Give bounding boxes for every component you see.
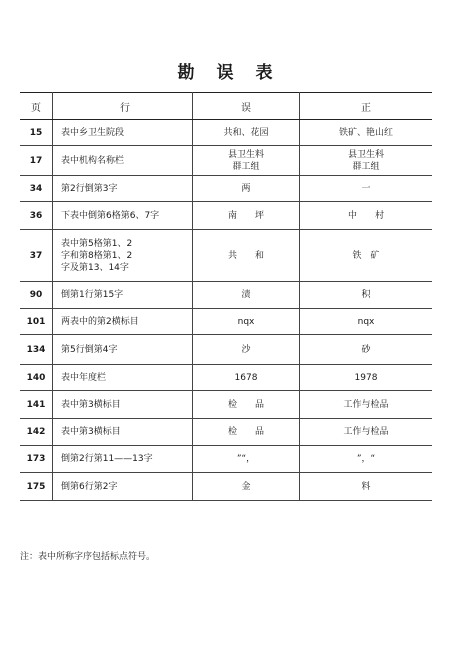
cell-wrong: [193, 282, 300, 309]
cell-line-line: 表中年度栏: [61, 372, 107, 383]
cell-page: 101: [20, 309, 53, 335]
cell-line-line: 表中第5格第1、2: [61, 238, 133, 249]
cell-line-line: 倒第1行第15字: [61, 290, 124, 300]
cell-line: [53, 473, 193, 501]
table-row: [20, 391, 432, 419]
cell-wrong: [193, 309, 300, 335]
table-header-row: [20, 93, 432, 120]
cell-right: [300, 419, 433, 446]
cell-right-line: 中 村: [347, 210, 384, 221]
cell-right: [300, 473, 433, 501]
cell-line-line: 表中第3横标目: [61, 399, 121, 410]
cell-right: [300, 365, 433, 391]
table-row: [20, 419, 432, 446]
cell-line-line: 倒第6行第2字: [61, 481, 118, 492]
cell-wrong: [193, 230, 300, 282]
cell-right: [300, 202, 433, 230]
cell-line-line: 字及第13、14字: [61, 262, 129, 273]
cell-right-line: 铁矿、艳山红: [338, 127, 393, 138]
cell-wrong-line: ”“，: [236, 454, 256, 464]
cell-line: [53, 419, 193, 446]
cell-line: [53, 120, 193, 146]
cell-page: 134: [20, 335, 53, 365]
header-right: 正: [300, 93, 433, 120]
cell-page: 90: [20, 282, 53, 309]
cell-line: [53, 335, 193, 365]
cell-line-line: 表中乡卫生院段: [61, 127, 125, 138]
cell-page: 15: [20, 120, 53, 146]
cell-right-line: 工作与检品: [343, 399, 389, 410]
cell-right: [300, 120, 433, 146]
cell-line: [53, 309, 193, 335]
errata-table: [20, 92, 432, 501]
cell-wrong-line: 1678: [234, 372, 258, 383]
table-row: [20, 309, 432, 335]
cell-right-line: 工作与检品: [343, 427, 389, 437]
cell-line-line: 字和第8格第1、2: [61, 250, 133, 261]
cell-line: [53, 146, 193, 176]
cell-line: [53, 446, 193, 473]
cell-page: 17: [20, 146, 53, 176]
cell-right-line: 铁 矿: [352, 250, 380, 261]
cell-line-line: 第2行倒第3字: [61, 183, 118, 194]
cell-right-line: nqx: [357, 316, 375, 327]
cell-wrong-line: 两: [241, 183, 251, 194]
cell-right-line: 积: [361, 290, 371, 300]
cell-wrong: [193, 146, 300, 176]
cell-page: 140: [20, 365, 53, 391]
cell-right-line: 1978: [354, 372, 378, 383]
table-row: [20, 446, 432, 473]
table-row: [20, 146, 432, 176]
cell-wrong-line: 检 品: [227, 399, 264, 410]
cell-wrong-line: 金: [241, 481, 251, 492]
cell-wrong-line: 渍: [241, 290, 251, 300]
footnote: 注：表中所称字序包括标点符号。: [20, 552, 156, 562]
cell-wrong: [193, 335, 300, 365]
cell-line: [53, 391, 193, 419]
cell-wrong: [193, 202, 300, 230]
cell-wrong-line: 检 品: [227, 427, 264, 437]
cell-page: 141: [20, 391, 53, 419]
cell-wrong: [193, 365, 300, 391]
cell-line-line: 表中第3横标目: [61, 427, 121, 437]
cell-line-line: 两表中的第2横标目: [61, 316, 139, 327]
cell-line: [53, 282, 193, 309]
cell-wrong: [193, 473, 300, 501]
cell-line-line: 下表中倒第6格第6、7字: [61, 210, 160, 221]
cell-page: 34: [20, 176, 53, 202]
cell-wrong: [193, 419, 300, 446]
cell-wrong-line: 沙: [241, 344, 251, 355]
cell-line: [53, 365, 193, 391]
cell-wrong: [193, 120, 300, 146]
cell-page: 173: [20, 446, 53, 473]
page-title: 勘误表: [177, 63, 295, 83]
cell-wrong-line: 共 和: [227, 250, 264, 261]
cell-line: [53, 202, 193, 230]
cell-page: 142: [20, 419, 53, 446]
header-line: 行: [53, 93, 193, 120]
cell-wrong-line: 共和、花园: [223, 127, 269, 138]
cell-line: [53, 176, 193, 202]
cell-right: [300, 335, 433, 365]
errata-rows: [20, 120, 432, 501]
cell-right: [300, 391, 433, 419]
cell-right: [300, 176, 433, 202]
cell-right: [300, 146, 433, 176]
cell-page: 175: [20, 473, 53, 501]
cell-wrong-line: 群工组: [232, 161, 260, 172]
cell-right: [300, 309, 433, 335]
cell-right: [300, 282, 433, 309]
cell-right-line: 县卫生科: [347, 149, 384, 160]
cell-page: 36: [20, 202, 53, 230]
cell-right-line: 群工组: [352, 161, 380, 172]
cell-right-line: ”，“: [356, 454, 376, 464]
cell-line-line: 表中机构名称栏: [61, 155, 125, 166]
cell-line-line: 第5行倒第4字: [61, 344, 118, 355]
table-row: [20, 230, 432, 282]
cell-wrong: [193, 176, 300, 202]
table-row: [20, 335, 432, 365]
cell-wrong-line: 县卫生料: [227, 149, 264, 160]
cell-wrong: [193, 391, 300, 419]
cell-right-line: 一: [361, 183, 371, 194]
cell-right-line: 料: [361, 481, 371, 492]
cell-right: [300, 446, 433, 473]
header-wrong: 误: [193, 93, 300, 120]
cell-right-line: 砂: [361, 344, 371, 355]
cell-wrong-line: nqx: [237, 316, 255, 327]
cell-line-line: 倒第2行第11——13字: [61, 454, 153, 464]
cell-right: [300, 230, 433, 282]
table-row: [20, 473, 432, 501]
cell-line: [53, 230, 193, 282]
table-row: [20, 176, 432, 202]
table-row: [20, 282, 432, 309]
cell-wrong-line: 南 坪: [227, 210, 264, 221]
table-row: [20, 202, 432, 230]
table-row: [20, 365, 432, 391]
cell-page: 37: [20, 230, 53, 282]
cell-wrong: [193, 446, 300, 473]
table-row: [20, 120, 432, 146]
header-page: 页: [20, 93, 53, 120]
